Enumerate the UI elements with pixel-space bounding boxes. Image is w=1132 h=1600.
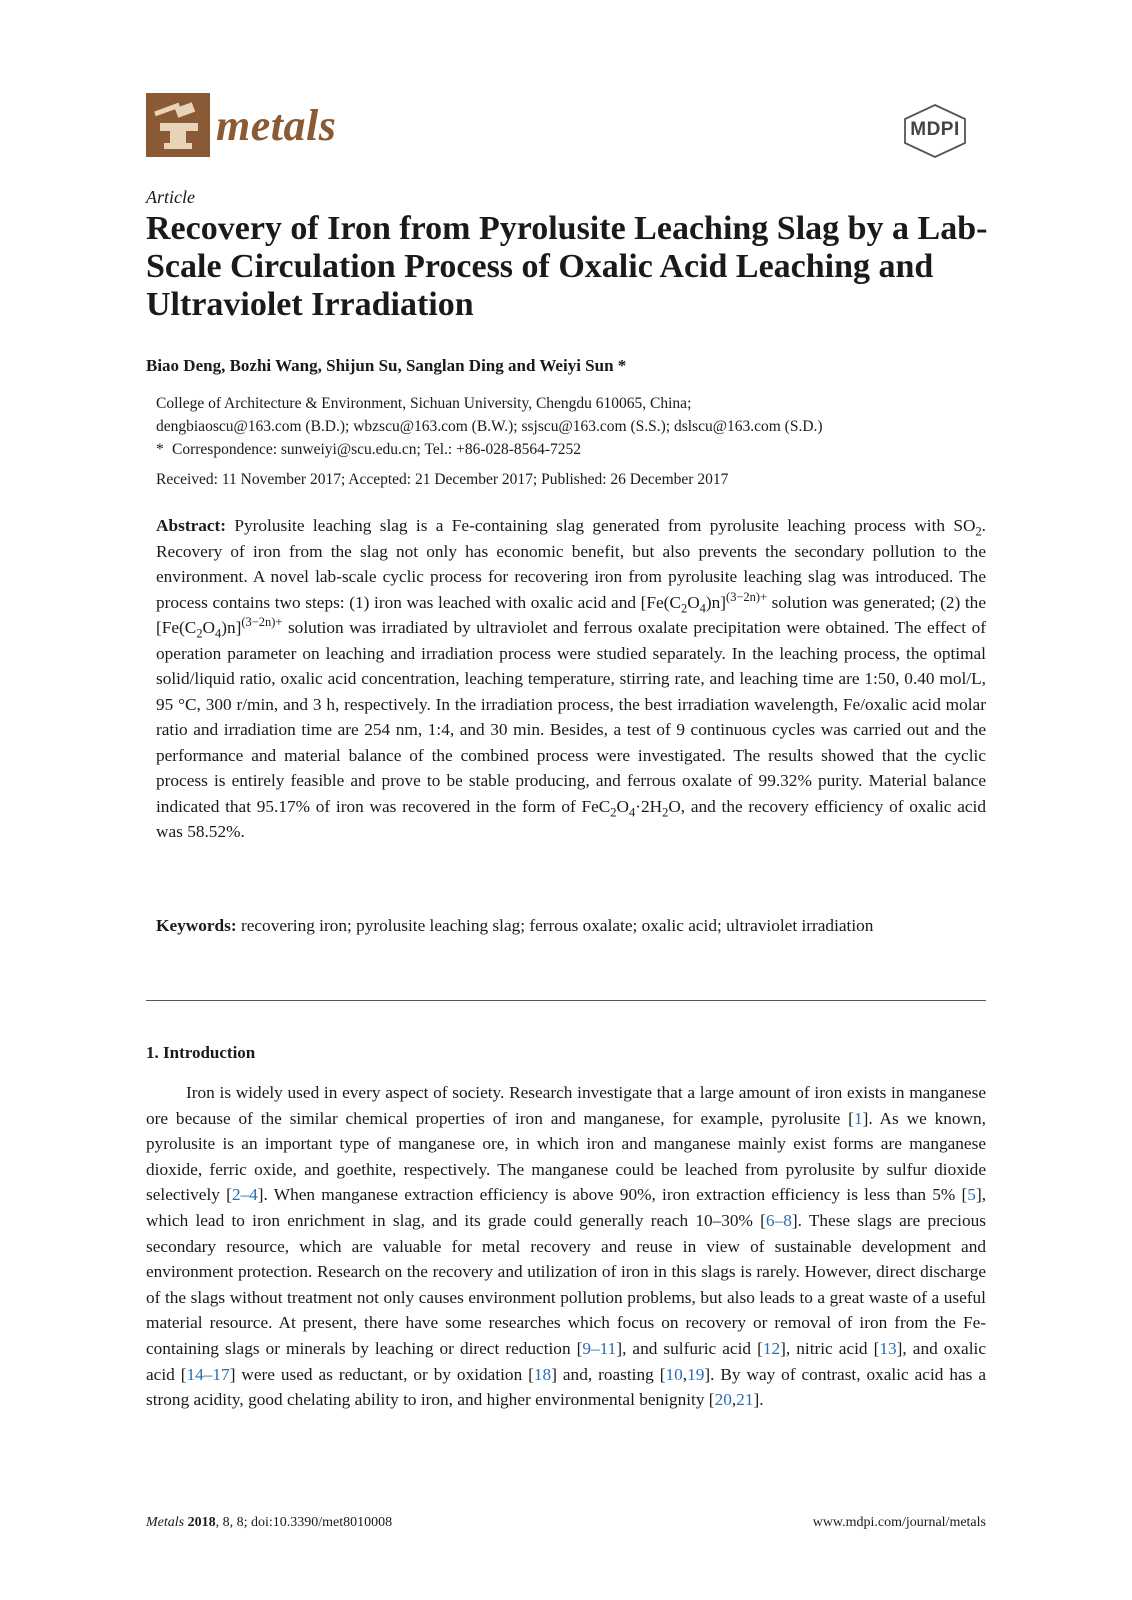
body-text: ]. These slags are precious secondary resource, which are valuable for metal recovery and reuse in view of sustainable development and environment protection. Research on the recovery and utilization of iron in this slags is rarely. However, direct discharge of the slags without treatment not only causes environment pollution problems, but also leads to a great waste of a useful material resource. At present, there have some researches which focus on recovery or removal of iron from the Fe-containing slags or minerals by leaching or direct reduction [ xyxy=(146,1210,986,1358)
abstract-text: Pyrolusite leaching slag is a Fe-containing slag generated from pyrolusite leaching process with SO xyxy=(226,516,976,535)
citation-link[interactable]: 21 xyxy=(736,1390,754,1410)
body-text: ] and, roasting [ xyxy=(551,1364,666,1384)
subscript: 2 xyxy=(196,626,203,641)
journal-logo xyxy=(146,93,336,157)
keywords-text: recovering iron; pyrolusite leaching slag; ferrous oxalate; oxalic acid; ultraviolet irradiation xyxy=(236,916,874,935)
citation-link[interactable]: 1 xyxy=(853,1108,863,1128)
author-list: Biao Deng, Bozhi Wang, Shijun Su, Sanglan Ding and Weiyi Sun * xyxy=(146,356,627,375)
citation-link[interactable]: 9–11 xyxy=(582,1338,617,1358)
footer-citation xyxy=(146,1515,392,1531)
publication-dates: Received: 11 November 2017; Accepted: 21 December 2017; Published: 26 December 2017 xyxy=(156,471,729,488)
corresponding-marker: * xyxy=(156,441,164,458)
body-text: ]. As we known, pyrolusite is an important type of manganese ore, in which iron and manganese mainly exist forms are manganese dioxide, ferric oxide, and goethite, respectively. The manganese could be leached from pyrolusite by sulfur dioxide selectively [ xyxy=(146,1108,986,1205)
footer-journal: Metals xyxy=(146,1515,185,1530)
paper-title: Recovery of Iron from Pyrolusite Leaching Slag by a Lab-Scale Circulation Process of Oxalic Acid Leaching and Ultraviolet Irradiation xyxy=(146,210,988,323)
subscript: 4 xyxy=(699,600,706,615)
body-text: ]. When manganese extraction efficiency is above 90%, iron extraction efficiency is less than 5% [ xyxy=(257,1185,968,1205)
section-heading: 1. Introduction xyxy=(146,1043,256,1062)
publisher-logo xyxy=(902,103,968,159)
abstract-text: . Recovery of iron from the slag not only has economic benefit, but also prevents the secondary pollution to the environment. A novel lab-scale cyclic process for recovering iron from pyrolusite leaching slag was introduced. The process contains two steps: (1) iron was leached with oxalic acid and [Fe(C xyxy=(156,516,986,612)
abstract xyxy=(156,513,986,845)
article-type: Article xyxy=(146,187,195,207)
citation-link[interactable]: 19 xyxy=(687,1364,705,1384)
citation-link[interactable]: 2–4 xyxy=(231,1185,258,1205)
footer-year: 2018 xyxy=(187,1515,216,1530)
citation-link[interactable]: 13 xyxy=(879,1338,897,1358)
author-emails: dengbiaoscu@163.com (B.D.); wbzscu@163.com (B.W.); ssjscu@163.com (S.S.); dslscu@163.com (S.D.) xyxy=(156,418,823,435)
subscript: 4 xyxy=(628,804,636,819)
keywords-label: Keywords: xyxy=(156,916,237,935)
citation-link[interactable]: 20 xyxy=(714,1390,732,1410)
body-text: ], and oxalic acid [ xyxy=(146,1338,986,1384)
subscript: 2 xyxy=(662,804,669,819)
journal-name: metals xyxy=(216,100,337,150)
citation-link[interactable]: 18 xyxy=(533,1364,552,1384)
citation-link[interactable]: 14–17 xyxy=(186,1364,230,1384)
citation-link[interactable]: 6–8 xyxy=(765,1210,792,1230)
subscript: 2 xyxy=(975,524,982,539)
subscript: 2 xyxy=(680,600,688,615)
subscript: 4 xyxy=(215,626,222,641)
abstract-text: O xyxy=(687,592,700,612)
abstract-text: )n] xyxy=(221,618,242,637)
keywords xyxy=(156,913,986,939)
anvil-icon xyxy=(146,93,210,157)
body-text: ] were used as reductant, or by oxidation [ xyxy=(229,1364,534,1384)
abstract-text: ·2H xyxy=(635,796,663,816)
citation-link[interactable]: 10 xyxy=(665,1364,683,1384)
citation-link[interactable]: 12 xyxy=(762,1338,781,1358)
footer-url[interactable]: www.mdpi.com/journal/metals xyxy=(812,1515,986,1530)
citation-link[interactable]: 5 xyxy=(967,1185,976,1205)
footer-doi: , 8, 8; doi:10.3390/met8010008 xyxy=(215,1515,393,1530)
abstract-text: solution was irradiated by ultraviolet and ferrous oxalate precipitation were obtained. The effect of operation parameter on leaching and irradiation process were studied separately. In the leaching process, the optimal solid/liquid ratio, oxalic acid concentration, leaching temperature, stirring rate, and leaching time are 1:50, 0.40 mol/L, 95 °C, 300 r/min, and 3 h, respectively. In the irradiation process, the best irradiation wavelength, Fe/oxalic acid molar ratio and irradiation time are 254 nm, 1:4, and 30 min. Besides, a test of 9 continuous cycles was carried out and the performance and material balance of the combined process were investigated. The results showed that the cyclic process is entirely feasible and prove to be stable producing, and ferrous oxalate of 99.32% purity. Material balance indicated that 95.17% of iron was recovered in the form of FeC xyxy=(156,618,986,816)
correspondence-text: Correspondence: sunweiyi@scu.edu.cn; Tel.: +86-028-8564-7252 xyxy=(172,441,582,458)
introduction-paragraph xyxy=(146,1080,986,1413)
correspondence xyxy=(156,438,823,461)
body-text: , xyxy=(731,1390,737,1410)
body-text: , xyxy=(682,1364,688,1384)
body-text: ]. By way of contrast, oxalic acid has a strong acidity, good chelating ability to iron, and higher environmental benignity [ xyxy=(146,1364,986,1410)
subscript: 2 xyxy=(610,804,617,819)
abstract-text: solution was generated; (2) the [Fe(C xyxy=(156,592,986,637)
section-divider xyxy=(146,1000,986,1001)
body-text: ], and sulfuric acid [ xyxy=(616,1338,763,1358)
superscript: (3−2n)+ xyxy=(726,589,768,604)
publisher-name: MDPI xyxy=(910,119,960,140)
body-text: ], which lead to iron enrichment in slag, and its grade could generally reach 10–30% [ xyxy=(146,1185,987,1230)
body-text: Iron is widely used in every aspect of society. Research investigate that a large amount of iron exists in manganese ore because of the similar chemical properties of iron and manganese, for example, pyrolusite [ xyxy=(146,1083,986,1128)
abstract-label: Abstract: xyxy=(156,516,227,535)
abstract-text: O xyxy=(616,796,629,816)
body-text: ], nitric acid [ xyxy=(780,1338,880,1358)
body-text: ]. xyxy=(753,1390,764,1410)
abstract-text: )n] xyxy=(705,592,727,612)
superscript: (3−2n)+ xyxy=(241,615,283,630)
affiliation-block xyxy=(156,392,823,461)
affiliation-line: College of Architecture & Environment, Sichuan University, Chengdu 610065, China; xyxy=(156,395,692,412)
abstract-text: O xyxy=(202,618,216,637)
abstract-text: O, and the recovery efficiency of oxalic acid was 58.52%. xyxy=(156,796,986,841)
